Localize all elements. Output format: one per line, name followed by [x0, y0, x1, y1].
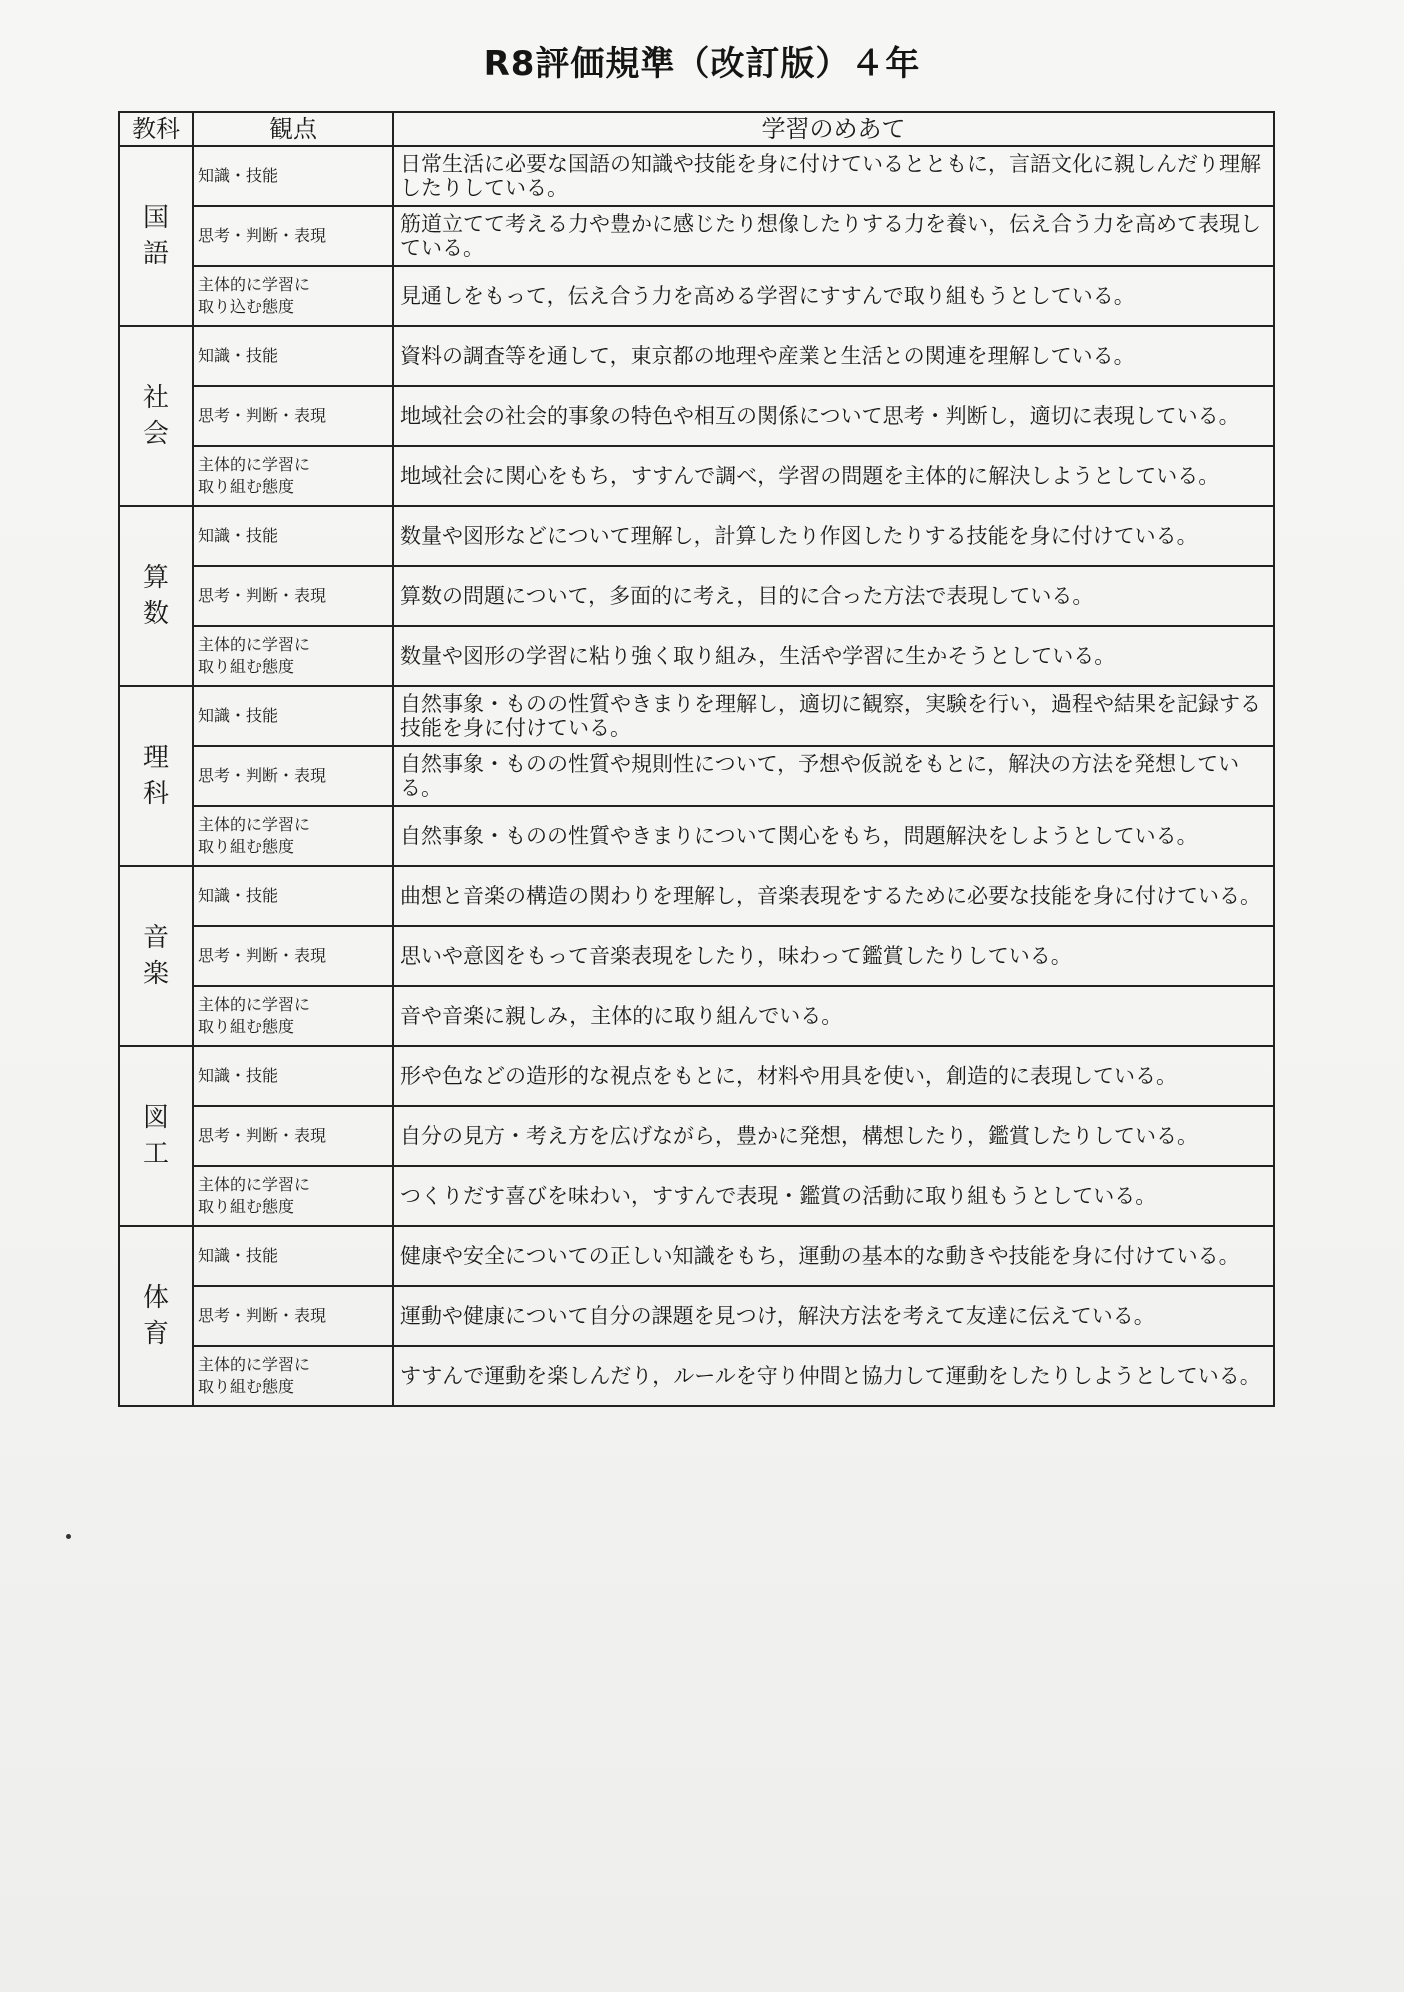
table-row: [119, 386, 1274, 446]
goal-cell: 自然事象・ものの性質やきまりについて関心をもち，問題解決をしようとしている。: [393, 806, 1274, 866]
viewpoint-cell: 思考・判断・表現: [193, 386, 393, 446]
table-row: [119, 926, 1274, 986]
goal-cell: 日常生活に必要な国語の知識や技能を身に付けているとともに，言語文化に親しんだり理解したりしている。: [393, 146, 1274, 206]
goal-cell: 自然事象・ものの性質やきまりを理解し，適切に観察，実験を行い，過程や結果を記録する技能を身に付けている。: [393, 686, 1274, 746]
viewpoint-cell: 主体的に学習に 取り組む態度: [193, 986, 393, 1046]
table-row: [119, 506, 1274, 566]
goal-cell: 運動や健康について自分の課題を見つけ，解決方法を考えて友達に伝えている。: [393, 1286, 1274, 1346]
viewpoint-cell: 主体的に学習に 取り組む態度: [193, 1166, 393, 1226]
table-row: [119, 866, 1274, 926]
goal-cell: 筋道立てて考える力や豊かに感じたり想像したりする力を養い，伝え合う力を高めて表現している。: [393, 206, 1274, 266]
table-row: [119, 1286, 1274, 1346]
table-row: [119, 626, 1274, 686]
document-title: R8評価規準（改訂版）４年: [483, 44, 921, 84]
viewpoint-cell: 知識・技能: [193, 326, 393, 386]
subject-cell: [119, 146, 193, 326]
table-row: [119, 1166, 1274, 1226]
goal-cell: 自分の見方・考え方を広げながら，豊かに発想，構想したり，鑑賞したりしている。: [393, 1106, 1274, 1166]
subject-name: 社会: [142, 383, 169, 449]
subject-cell: [119, 686, 193, 866]
goal-cell: 思いや意図をもって音楽表現をしたり，味わって鑑賞したりしている。: [393, 926, 1274, 986]
table-row: [119, 1106, 1274, 1166]
header-subject: 教科: [119, 112, 193, 146]
subject-name: 理科: [142, 743, 169, 809]
goal-cell: すすんで運動を楽しんだり，ルールを守り仲間と協力して運動をしたりしようとしている。: [393, 1346, 1274, 1406]
table-row: [119, 986, 1274, 1046]
table-row: [119, 326, 1274, 386]
goal-cell: 数量や図形などについて理解し，計算したり作図したりする技能を身に付けている。: [393, 506, 1274, 566]
goal-cell: 曲想と音楽の構造の関わりを理解し，音楽表現をするために必要な技能を身に付けている。: [393, 866, 1274, 926]
rubric-table: [118, 111, 1275, 1407]
subject-cell: [119, 866, 193, 1046]
subject-cell: [119, 1046, 193, 1226]
viewpoint-cell: 主体的に学習に 取り組む態度: [193, 626, 393, 686]
table-row: [119, 746, 1274, 806]
goal-cell: 算数の問題について，多面的に考え，目的に合った方法で表現している。: [393, 566, 1274, 626]
header-goal: 学習のめあて: [393, 112, 1274, 146]
table-row: [119, 1346, 1274, 1406]
goal-cell: 地域社会に関心をもち，すすんで調べ，学習の問題を主体的に解決しようとしている。: [393, 446, 1274, 506]
viewpoint-cell: 知識・技能: [193, 146, 393, 206]
header-viewpoint: 観点: [193, 112, 393, 146]
goal-cell: 自然事象・ものの性質や規則性について，予想や仮説をもとに，解決の方法を発想している。: [393, 746, 1274, 806]
subject-name: 体育: [142, 1283, 169, 1349]
table-row: [119, 146, 1274, 206]
header-row: [119, 112, 1274, 146]
paper-speck: [66, 1534, 71, 1539]
goal-cell: 形や色などの造形的な視点をもとに，材料や用具を使い，創造的に表現している。: [393, 1046, 1274, 1106]
viewpoint-cell: 知識・技能: [193, 686, 393, 746]
viewpoint-cell: 思考・判断・表現: [193, 926, 393, 986]
viewpoint-cell: 思考・判断・表現: [193, 1286, 393, 1346]
viewpoint-cell: 知識・技能: [193, 1046, 393, 1106]
table-row: [119, 1046, 1274, 1106]
viewpoint-cell: 知識・技能: [193, 506, 393, 566]
viewpoint-cell: 思考・判断・表現: [193, 1106, 393, 1166]
table-row: [119, 566, 1274, 626]
subject-name: 図工: [142, 1103, 169, 1169]
goal-cell: 見通しをもって，伝え合う力を高める学習にすすんで取り組もうとしている。: [393, 266, 1274, 326]
table-row: [119, 1226, 1274, 1286]
table-row: [119, 266, 1274, 326]
viewpoint-cell: 主体的に学習に 取り組む態度: [193, 806, 393, 866]
goal-cell: 数量や図形の学習に粘り強く取り組み，生活や学習に生かそうとしている。: [393, 626, 1274, 686]
subject-cell: [119, 506, 193, 686]
subject-name: 算数: [142, 563, 169, 629]
subject-name: 音楽: [142, 923, 169, 989]
goal-cell: 資料の調査等を通して，東京都の地理や産業と生活との関連を理解している。: [393, 326, 1274, 386]
goal-cell: 音や音楽に親しみ，主体的に取り組んでいる。: [393, 986, 1274, 1046]
goal-cell: つくりだす喜びを味わい，すすんで表現・鑑賞の活動に取り組もうとしている。: [393, 1166, 1274, 1226]
table-row: [119, 446, 1274, 506]
viewpoint-cell: 主体的に学習に 取り組む態度: [193, 1346, 393, 1406]
subject-name: 国語: [142, 203, 169, 269]
viewpoint-cell: 思考・判断・表現: [193, 566, 393, 626]
table-row: [119, 206, 1274, 266]
viewpoint-cell: 思考・判断・表現: [193, 746, 393, 806]
table-row: [119, 686, 1274, 746]
viewpoint-cell: 思考・判断・表現: [193, 206, 393, 266]
goal-cell: 地域社会の社会的事象の特色や相互の関係について思考・判断し，適切に表現している。: [393, 386, 1274, 446]
viewpoint-cell: 知識・技能: [193, 866, 393, 926]
subject-cell: [119, 1226, 193, 1406]
viewpoint-cell: 主体的に学習に 取り込む態度: [193, 266, 393, 326]
viewpoint-cell: 知識・技能: [193, 1226, 393, 1286]
viewpoint-cell: 主体的に学習に 取り組む態度: [193, 446, 393, 506]
table-row: [119, 806, 1274, 866]
subject-cell: [119, 326, 193, 506]
goal-cell: 健康や安全についての正しい知識をもち，運動の基本的な動きや技能を身に付けている。: [393, 1226, 1274, 1286]
